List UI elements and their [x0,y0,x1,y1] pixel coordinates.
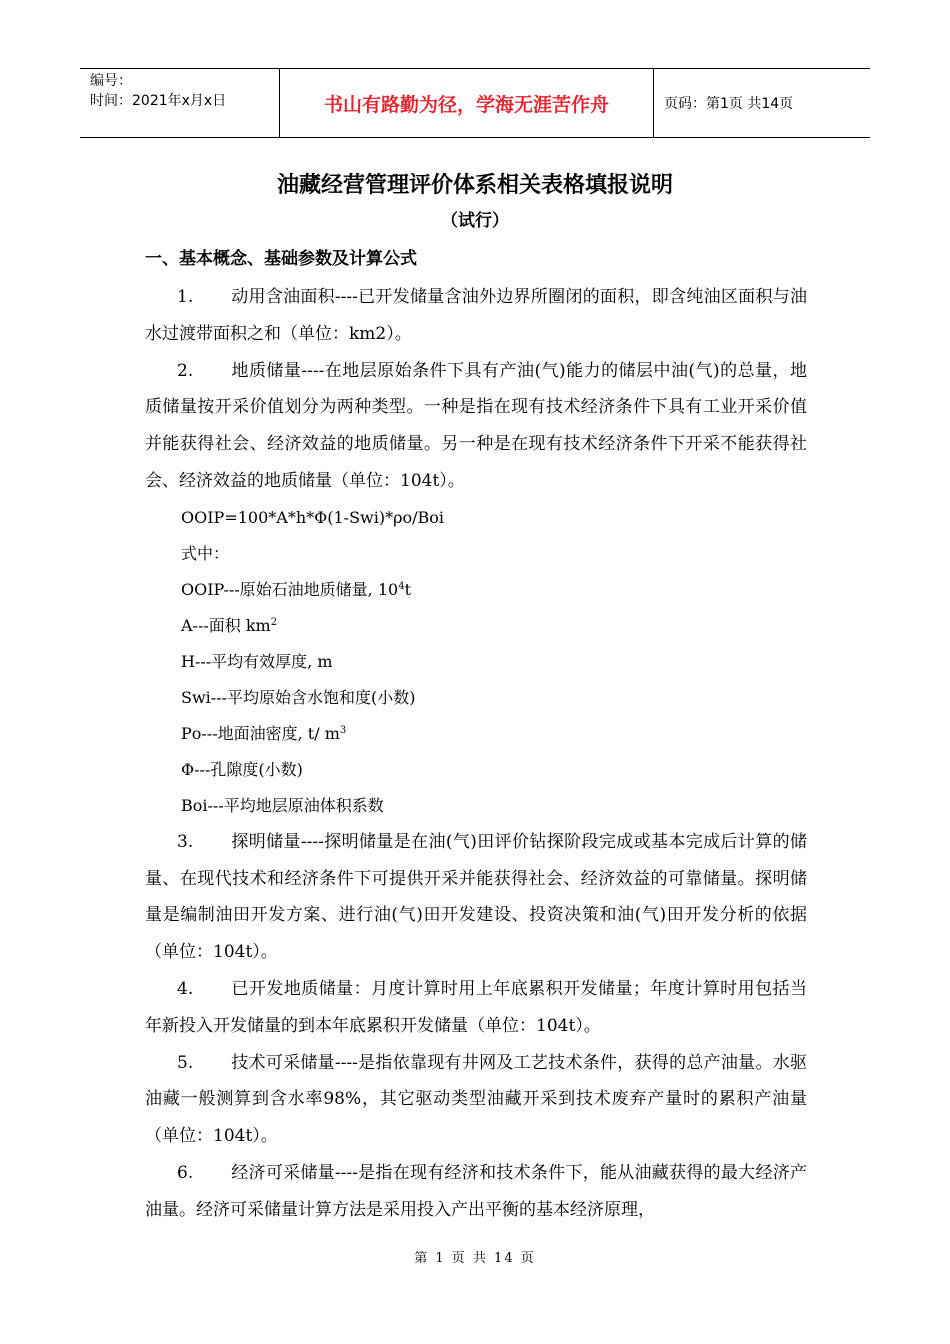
document-title: 油藏经营管理评价体系相关表格填报说明 [276,173,673,198]
item-number: 6. [177,1162,194,1183]
list-item [145,279,807,353]
ooip-text: OOIP---原始石油地质储量, 10 [181,579,399,599]
header-meta [80,69,280,137]
date-label: 时间：2021年x月x日 [90,93,227,109]
item-number: 2. [177,360,194,381]
document-subtitle: （试行） [441,211,509,231]
list-item [145,353,807,500]
item-text: 已开发地质储量：月度计算时用上年底累积开发储量；年度计算时用包括当年新投入开发储量的到本年底累积开发储量（单位：104t）。 [145,978,807,1036]
rho-exponent: 3 [339,724,347,736]
item-text: 探明储量----探明储量是在油(气)田评价钻探阶段完成或基本完成后计算的储量、在现代技术和经济条件下可提供开采并能获得社会、经济效益的可靠储量。探明储量是编制油田开发方案、进行油(气)田开发建设、投资决策和油(气)田开发分析的依据（单位：104t）。 [145,831,807,963]
header-motto: 书山有路勤为径，学海无涯苦作舟 [280,69,654,137]
list-item [145,1045,807,1155]
item-text: 经济可采储量----是指在现有经济和技术条件下，能从油藏获得的最大经济产油量。经济可采储量计算方法是采用投入产出平衡的基本经济原理， [145,1162,807,1220]
item-number: 1. [177,287,194,307]
formula-equation: OOIP=100*A*h*Φ(1-Swi)*ρo/Boi [181,507,445,527]
formula-rho-def [145,716,807,752]
document-body [145,279,807,1229]
item-number: 3. [177,831,194,852]
formula-ooip-def [145,572,807,608]
formula-swi-def: Swi---平均原始含水饱和度(小数) [181,687,416,707]
a-exponent: 2 [270,616,278,628]
code-label: 编号： [90,73,132,89]
formula-boi-def: Boi---平均地层原油体积系数 [181,795,384,815]
page-footer: 第 1 页 共 14 页 [414,1251,536,1266]
item-number: 4. [177,978,194,999]
list-item [145,971,807,1045]
list-item [145,824,807,971]
item-text: 技术可采储量----是指依靠现有井网及工艺技术条件，获得的总产油量。水驱油藏一般测算到含水率98%，其它驱动类型油藏开采到技术废弃产量时的累积产油量（单位：104t）。 [145,1052,807,1147]
document-header [80,68,870,138]
formula-h-def: H---平均有效厚度, m [181,651,333,671]
ooip-unit: t [404,579,412,599]
formula-phi-def: Φ---孔隙度(小数) [181,759,303,779]
ooip-exponent: 4 [398,580,405,592]
rho-text: Ρo---地面油密度, t/ m [181,723,340,743]
section-heading: 一、基本概念、基础参数及计算公式 [145,249,417,269]
header-page-info: 页码：第1页 共14页 [664,96,794,112]
list-item [145,1155,807,1229]
a-text: A---面积 km [181,615,271,635]
formula-a-def [145,608,807,644]
item-text: 动用含油面积----已开发储量含油外边界所圈闭的面积，即含纯油区面积与油水过渡带面积之和（单位：km2）。 [145,287,807,344]
item-text: 地质储量----在地层原始条件下具有产油(气)能力的储层中油(气)的总量，地质储量按开采价值划分为两种类型。一种是指在现有技术经济条件下具有工业开采价值并能获得社会、经济效益的地质储量。另一种是在现有技术经济条件下开采不能获得社会、经济效益的地质储量（单位：104t）。 [145,360,807,491]
item-number: 5. [177,1052,194,1073]
formula-where-label: 式中： [181,543,230,563]
